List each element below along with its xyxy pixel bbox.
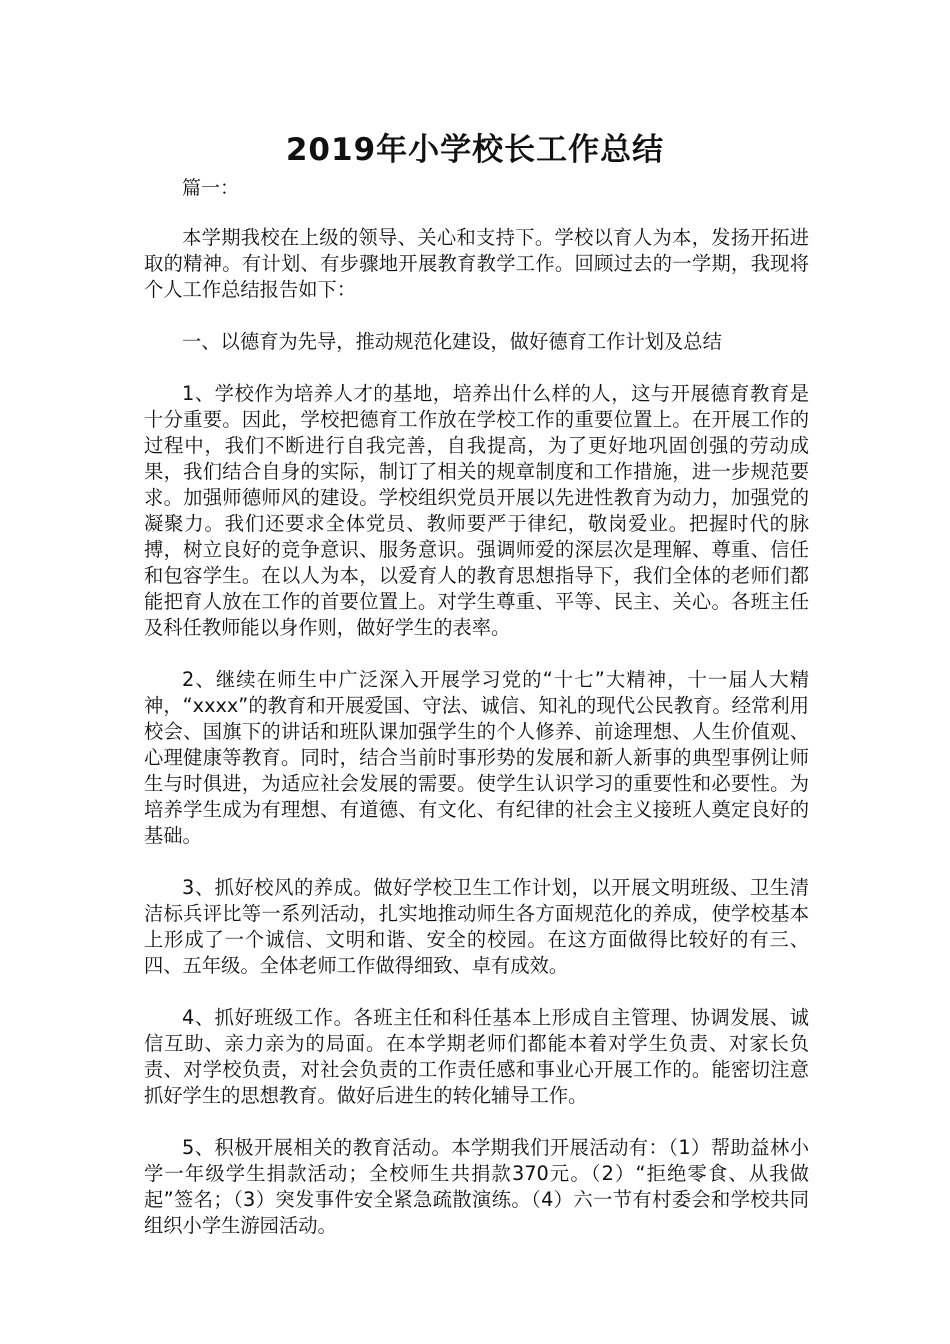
paragraph-heading-1: 一、以德育为先导，推动规范化建设，做好德育工作计划及总结 xyxy=(182,330,722,353)
paragraph-item-4: 4、抓好班级工作。各班主任和科任基本上形成自主管理、协调发展、诚信互助、亲力亲为的局面。在本学期老师们都能本着对学生负责、对家长负责、对学校负责，对社会负责的工作责任感和事业心开展工作的。能密切注意抓好学生的思想教育。做好后进生的转化辅导工作。 xyxy=(144,1006,809,1107)
document-body xyxy=(144,225,809,1265)
paragraph-item-2: 2、继续在师生中广泛深入开展学习党的“十七”大精神，十一届人大精神，“xxxx”的教育和开展爱国、守法、诚信、知礼的现代公民教育。经常利用校会、国旗下的讲话和班队课加强学生的个人修养、前途理想、人生价值观、心理健康等教育。同时，结合当前时事形势的发展和新人新事的典型事例让师生与时俱进，为适应社会发展的需要。使学生认识学习的重要性和必要性。为培养学生成为有理想、有道德、有文化、有纪律的社会主义接班人奠定良好的基础。 xyxy=(144,668,809,847)
paragraph-item-1: 1、学校作为培养人才的基地，培养出什么样的人，这与开展德育教育是十分重要。因此，学校把德育工作放在学校工作的重要位置上。在开展工作的过程中，我们不断进行自我完善，自我提高，为了更好地巩固创强的劳动成果，我们结合自身的实际，制订了相关的规章制度和工作措施，进一步规范要求。加强师德师风的建设。学校组织党员开展以先进性教育为动力，加强党的凝聚力。我们还要求全体党员、教师要严于律纪，敬岗爱业。把握时代的脉搏，树立良好的竞争意识、服务意识。强调师爱的深层次是理解、尊重、信任和包容学生。在以人为本，以爱育人的教育思想指导下，我们全体的老师们都能把育人放在工作的首要位置上。对学生尊重、平等、民主、关心。各班主任及科任教师能以身作则，做好学生的表率。 xyxy=(144,382,809,639)
paragraph-item-5: 5、积极开展相关的教育活动。本学期我们开展活动有：（1）帮助益林小学一年级学生捐款活动；全校师生共捐款370元。（2）“拒绝零食、从我做起”签名；（3）突发事件安全紧急疏散演练。（4）六一节有村委会和学校共同组织小学生游园活动。 xyxy=(144,1136,809,1237)
paragraph-intro: 本学期我校在上级的领导、关心和支持下。学校以育人为本，发扬开拓进取的精神。有计划、有步骤地开展教育教学工作。回顾过去的一学期，我现将个人工作总结报告如下： xyxy=(144,226,809,301)
document-title: 2019年小学校长工作总结 xyxy=(285,132,665,168)
paragraph-item-3: 3、抓好校风的养成。做好学校卫生工作计划，以开展文明班级、卫生清洁标兵评比等一系列活动，扎实地推动师生各方面规范化的养成，使学校基本上形成了一个诚信、文明和谐、安全的校园。在这方面做得比较好的有三、四、五年级。全体老师工作做得细致、卓有成效。 xyxy=(144,876,809,977)
section-label: 篇一： xyxy=(182,177,240,199)
